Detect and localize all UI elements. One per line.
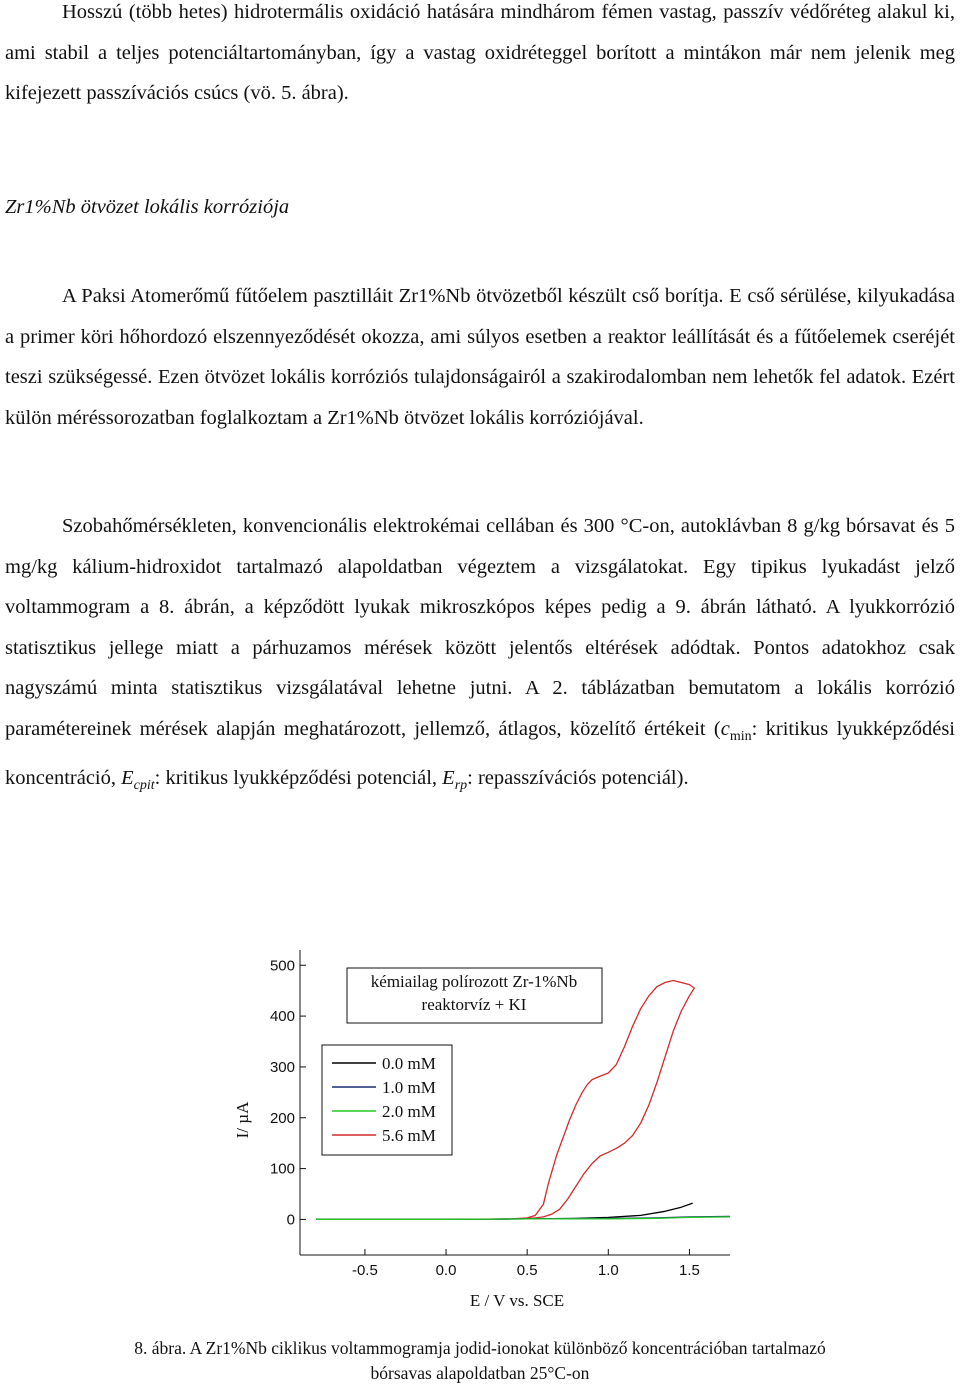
y-tick-label: 300 [269,1058,295,1076]
paragraph-intro: Hosszú (több hetes) hidrotermális oxidáció hatására mindhárom fémen vastag, passzív védőréteg alakul ki, ami stabil a teljes potenciáltartományban, így a vastag oxidréteggel borított a mintákon már nem jelenik meg kifejezett passzívációs csúcs (vö. 5. ábra). [5,1,955,105]
y-axis-label: I/ µA [233,1101,252,1139]
paragraph-measurements [5,506,955,806]
legend-label: 0.0 mM [382,1054,436,1073]
x-tick-label: 1.5 [679,1262,700,1279]
text-segment: : kritikus lyukképződési koncentráció, [5,717,955,789]
figure-caption [0,1336,960,1386]
text-segment: : repasszívációs potenciál). [467,766,689,789]
y-tick-label: 0 [286,1211,295,1229]
x-tick-label: 0.0 [435,1262,457,1279]
y-tick-label: 500 [269,957,295,975]
text-segment: : kritikus lyukképződési potenciál, [154,766,443,789]
paragraph-zr-nb-intro: A Paksi Atomerőmű fűtőelem pasztilláit Zr1%Nb ötvözetből készült cső borítja. E cső sérülése, kilyukadása a primer köri hőhordozó elszennyeződését okozza, ami súlyos esetben a reaktor leállítását és a fűtőelemek cseréjét teszi szükségessé. Ezen ötvözet lokális korróziós tulajdonságairól a szakirodalomban nem lehetők fel adatok. Ezért külön méréssorozatban foglalkoztam a Zr1%Nb ötvözet lokális korróziójával. [5,285,955,429]
x-tick-label: 0.5 [516,1262,538,1279]
subscript-min: min [729,729,752,745]
annotation-line-1: kémiailag polírozott Zr-1%Nb [370,972,578,991]
y-tick-label: 400 [269,1008,295,1026]
x-tick-label: -0.5 [351,1262,378,1279]
x-axis-label: E / V vs. SCE [469,1291,565,1310]
y-tick-label: 200 [269,1109,295,1127]
annotation-line-2: reaktorvíz + KI [421,995,527,1014]
subscript-rp: rp [454,777,468,793]
symbol-c: c [720,717,730,740]
x-tick-label: 1.0 [597,1262,619,1279]
text-segment: Szobahőmérsékleten, konvencionális elektrokémai cellában és 300 °C-on, autoklávban 8 g/kg bórsavat és 5 mg/kg kálium-hidroxidot tartalmazó alapoldatban végeztem a vizsgálatokat. Egy tipikus lyukadást jelző voltammogram a 8. ábrán, a képződött lyukak mikroszkópos képes pedig a 9. ábrán látható. A lyukkorrózió statisztikus jellege miatt a párhuzamos mérések között jelentős eltérések adódtak. Pontos adatokhoz csak nagyszámú minta statisztikus vizsgálatával lehetne jutni. A 2. táblázatban bemutatom a lokális korrózió paramétereinek mérések alapján meghatározott, jellemző, átlagos, közelítő értékeit ( [5,515,955,740]
voltammogram-chart [210,935,750,1320]
series-line [316,1203,693,1219]
caption-line-2: bórsavas alapoldatban 25°C-on [370,1363,590,1383]
chart-legend [322,1045,452,1155]
symbol-e-rp: E [442,766,455,789]
caption-line-1: 8. ábra. A Zr1%Nb ciklikus voltammogramja jodid-ionokat különböző koncentrációban tartalmazó [134,1338,826,1358]
symbol-e-cpit: E [121,766,134,789]
legend-label: 1.0 mM [382,1078,436,1097]
legend-label: 2.0 mM [382,1102,436,1121]
subscript-cpit: cpit [133,777,155,793]
y-tick-label: 100 [269,1160,295,1178]
legend-label: 5.6 mM [382,1126,436,1145]
section-heading: Zr1%Nb ötvözet lokális korróziója [5,196,290,218]
